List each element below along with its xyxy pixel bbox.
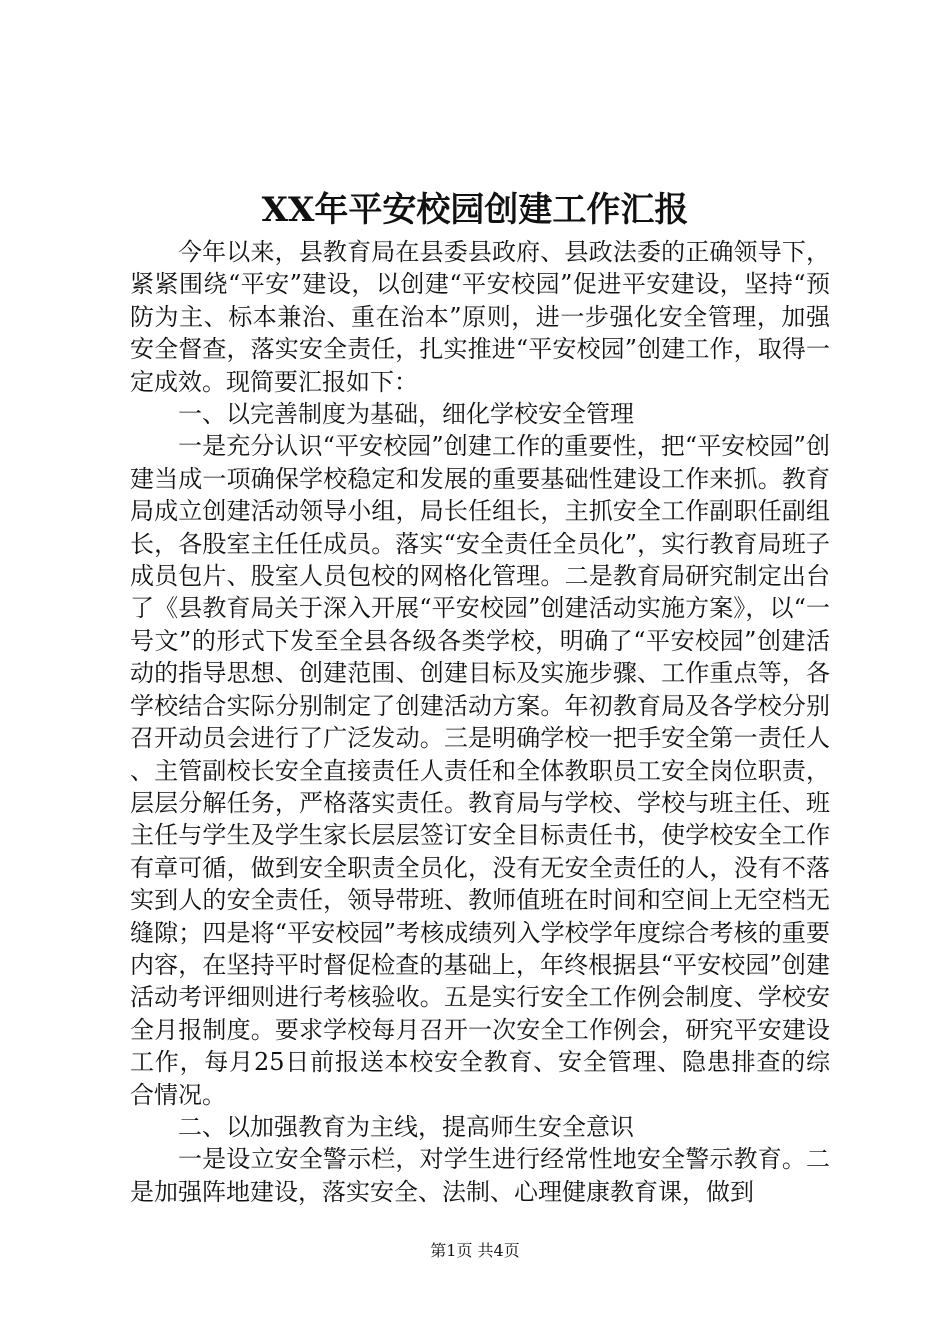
page-footer: 第1页 共4页 (430, 1241, 520, 1260)
section-1-paragraph: 一是充分认识“平安校园”创建工作的重要性，把“平安校园”创建当成一项确保学校稳定和发展的重要基础性建设工作来抓。教育局成立创建活动领导小组，局长任组长，主抓安全工作副职任副组长，各股室主任任成员。落实“安全责任全员化”，实行教育局班子成员包片、股室人员包校的网格化管理。二是教育局研究制定出台了《县教育局关于深入开展“平安校园”创建活动实施方案》，以“一号文”的形式下发至全县各级各类学校，明确了“平安校园”创建活动的指导思想、创建范围、创建目标及实施步骤、工作重点等，各学校结合实际分别制定了创建活动方案。年初教育局及各学校分别召开动员会进行了广泛发动。三是明确学校一把手安全第一责任人、主管副校长安全直接责任人责任和全体教职员工安全岗位职责，层层分解任务，严格落实责任。教育局与学校、学校与班主任、班主任与学生及学生家长层层签订安全目标责任书，使学校安全工作有章可循，做到安全职责全员化，没有无安全责任的人，没有不落实到人的安全责任，领导带班、教师值班在时间和空间上无空档无缝隙；四是将“平安校园”考核成绩列入学校学年度综合考核的重要内容，在坚持平时督促检查的基础上，年终根据县“平安校园”创建活动考评细则进行考核验收。五是实行安全工作例会制度、学校安全月报制度。要求学校每月召开一次安全工作例会，研究平安建设工作，每月25日前报送本校安全教育、安全管理、隐患排查的综合情况。 (130, 432, 830, 1109)
intro-paragraph: 今年以来，县教育局在县委县政府、县政法委的正确领导下，紧紧围绕“平安”建设，以创建“平安校园”促进平安建设，坚持“预防为主、标本兼治、重在治本”原则，进一步强化安全管理，加强安全督查，落实安全责任，扎实推进“平安校园”创建工作，取得一定成效。现简要汇报如下： (130, 238, 830, 396)
section-heading-2: 二、以加强教育为主线，提高师生安全意识 (178, 1112, 634, 1141)
document-body (130, 236, 830, 1208)
section-2-paragraph: 一是设立安全警示栏，对学生进行经常性地安全警示教育。二是加强阵地建设，落实安全、法制、心理健康教育课，做到 (130, 1145, 830, 1206)
section-heading-1: 一、以完善制度为基础，细化学校安全管理 (178, 400, 634, 429)
document-title: XX年平安校园创建工作汇报 (261, 190, 689, 230)
